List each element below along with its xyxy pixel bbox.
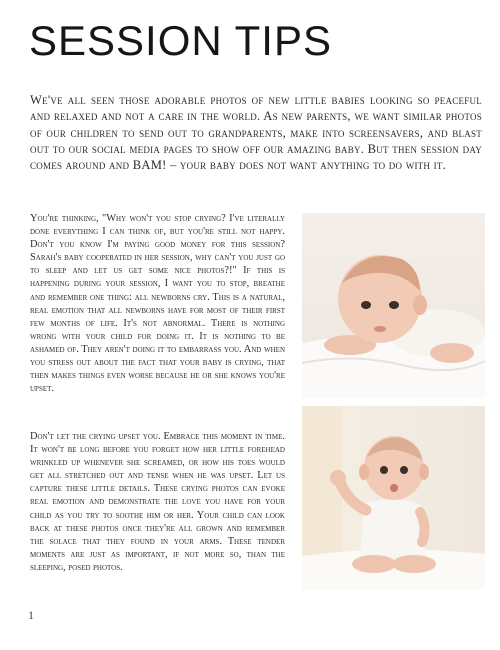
- baby-sitting-photo: [302, 406, 485, 589]
- baby-lying-photo: [302, 213, 485, 398]
- body-paragraph-2: Don't let the crying upset you. Embrace this moment in time. It won't be long before you forget how her little forehead wrinkled up whenever she screamed, or how his toes would get all stretched out and tense when he was upset. Let us capture these little details. These crying photos can evoke real emotion and demonstrate the love you have for your child as you try to soothe him or her. Your child can look back at these photos once they're all grown and remember the solace that they found in your arms. These tender moments are just as important, if not more so, than the sleeping, posed photos.: [30, 431, 285, 573]
- page-number: 1: [28, 608, 34, 622]
- page-title: SESSION TIPS: [29, 17, 332, 64]
- intro-paragraph: We've all seen those adorable photos of new little babies looking so peaceful and relaxed and not a care in the world. As new parents, we want similar photos of our children to send out to grandparents, make into screensavers, and blast out to our social media pages to show off our amazing baby. But then session day comes around and BAM! – your baby does not want anything to do with it.: [30, 93, 482, 173]
- body-paragraph-1: You're thinking, "Why won't you stop crying? I've literally done everything I can think of, but you're still not happy. Don't you know I'm paying good money for this session? Sarah's baby cooperated in her session, why can't you just go to sleep and let us get some nice photos?!" If this is happening during your session, I want you to stop, breathe and remember one thing: all newborns cry. This is a natural, real emotion that all newborns have for most of their first few months of life. It's not abnormal. There is nothing wrong with your child for doing it. It is nothing to be ashamed of. They aren't doing it to embarrass you. And when you stress out about the fact that your baby is crying, that then makes things even worse because he or she knows you're upset.: [30, 213, 285, 395]
